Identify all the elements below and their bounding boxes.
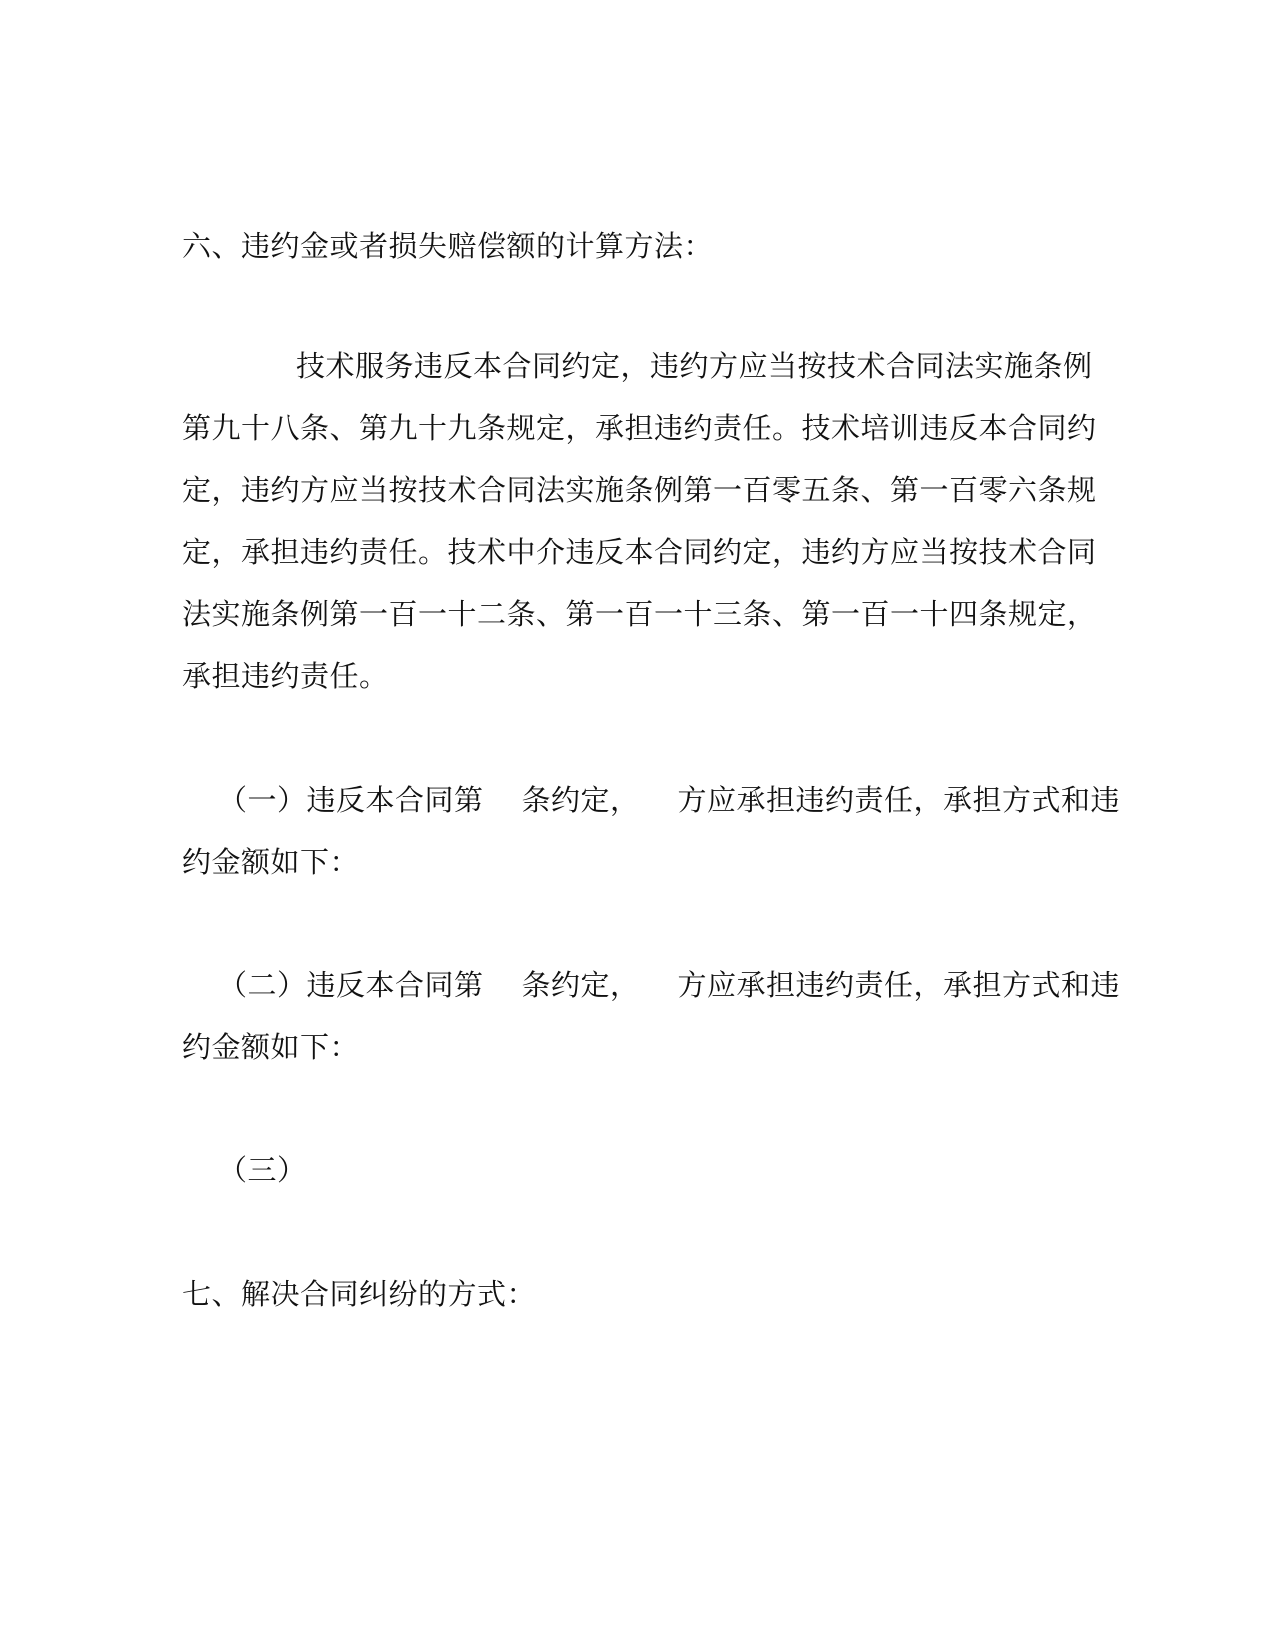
para-line-2: 第九十八条、第九十九条规定，承担违约责任。技术培训违反本合同约 bbox=[182, 411, 1097, 445]
para-line-5: 法实施条例第一百一十二条、第一百一十三条、第一百一十四条规定， bbox=[182, 597, 1097, 631]
item-1-part-3: 方应承担违约责任，承担方式和违 bbox=[677, 783, 1121, 817]
item-2-part-1: 违反本合同第 bbox=[306, 968, 484, 1002]
item-3-label: （三） bbox=[218, 1153, 307, 1187]
item-2-line-2: 约金额如下： bbox=[182, 1030, 360, 1064]
section-7-heading: 七、解决合同纠纷的方式： bbox=[182, 1277, 537, 1311]
para-line-3: 定，违约方应当按技术合同法实施条例第一百零五条、第一百零六条规 bbox=[182, 473, 1097, 507]
para-line-1: 技术服务违反本合同约定，违约方应当按技术合同法实施条例 bbox=[296, 349, 1093, 383]
item-2-part-3: 方应承担违约责任，承担方式和违 bbox=[677, 968, 1121, 1002]
para-line-4: 定，承担违约责任。技术中介违反本合同约定，违约方应当按技术合同 bbox=[182, 535, 1097, 569]
item-1-line-2: 约金额如下： bbox=[182, 845, 360, 879]
para-line-6: 承担违约责任。 bbox=[182, 659, 389, 693]
item-2-label: （二） bbox=[218, 968, 307, 1002]
item-1-part-2: 条约定， bbox=[521, 783, 640, 817]
item-2-part-2: 条约定， bbox=[521, 968, 640, 1002]
item-2-line-1 bbox=[218, 967, 1121, 1003]
section-6-heading: 六、违约金或者损失赔偿额的计算方法： bbox=[182, 229, 714, 263]
item-1-line-1 bbox=[218, 782, 1121, 818]
item-1-part-1: 违反本合同第 bbox=[306, 783, 484, 817]
item-1-label: （一） bbox=[218, 783, 307, 817]
